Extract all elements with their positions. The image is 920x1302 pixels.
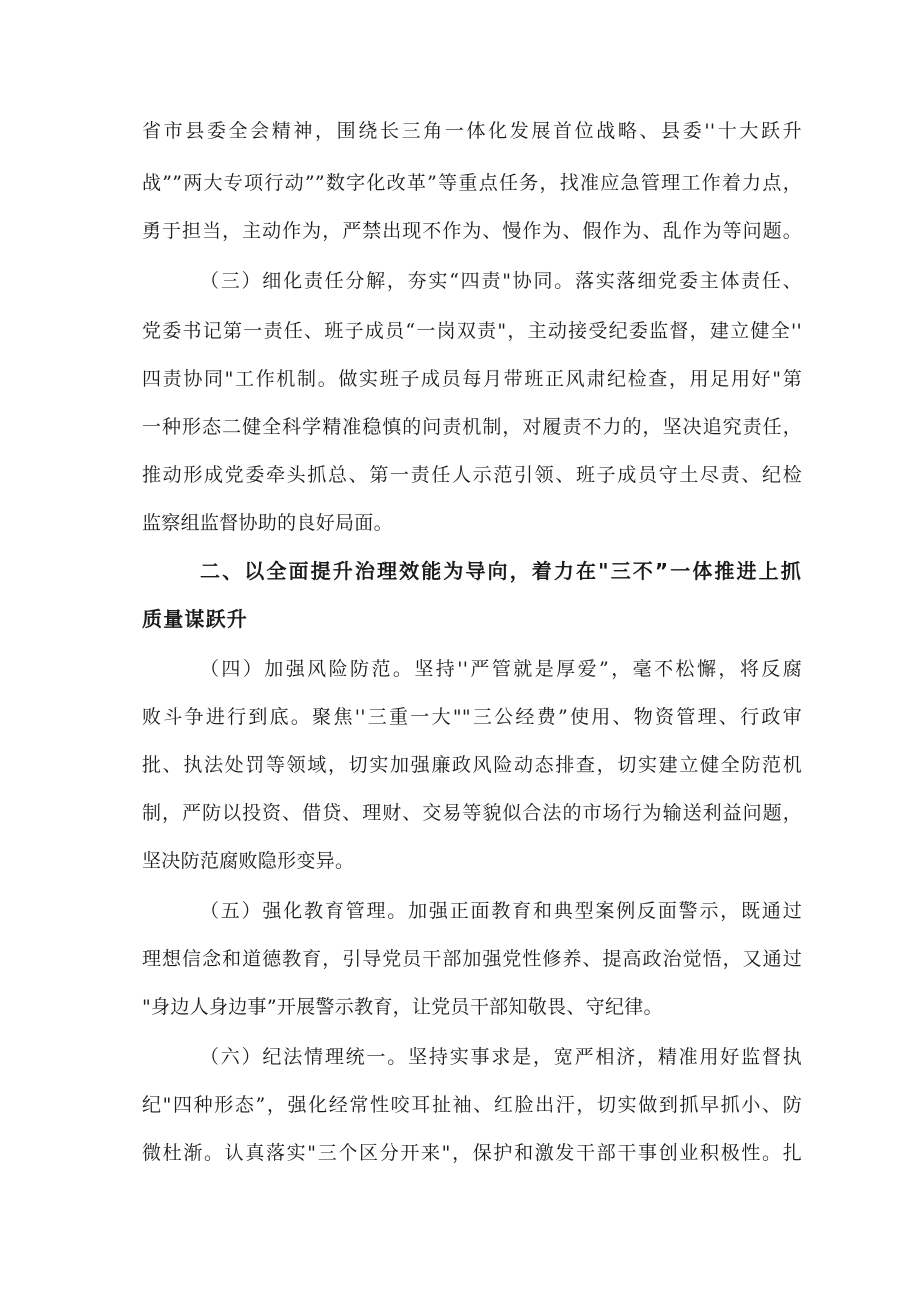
body-text-line: 微杜渐。认真落实"三个区分开来"，保护和激发干部干事创业积极性。扎 (142, 1142, 802, 1164)
body-text-line: "身边人身边事”开展警示教育，让党员干部知敬畏、守纪律。 (142, 996, 663, 1018)
body-text-line: 四责协同"工作机制。做实班子成员每月带班正风肃纪检查，用足用好"第 (142, 368, 802, 390)
paragraph-start-line: （三）细化责任分解，夯实“四责"协同。落实落细党委主体责任、 (200, 270, 802, 292)
body-text-line: 制，严防以投资、借贷、理财、交易等貌似合法的市场行为输送利益问题， (142, 802, 802, 824)
section-heading-line: 二、以全面提升治理效能为导向，着力在"三不”一体推进上抓 (200, 559, 802, 583)
body-text-line: 推动形成党委牵头抓总、第一责任人示范引领、班子成员守土尽责、纪检 (142, 464, 802, 486)
paragraph-start-line: （五）强化教育管理。加强正面教育和典型案例反面警示，既通过 (200, 900, 802, 922)
body-text-line: 一种形态二健全科学精准稳慎的问责机制，对履责不力的，坚决追究责任， (142, 416, 802, 438)
body-text-line: 纪"四种形态”，强化经常性咬耳扯袖、红脸出汗，切实做到抓早抓小、防 (142, 1094, 802, 1116)
paragraph-start-line: （四）加强风险防范。坚持''严管就是厚爱”，毫不松懈，将反腐 (200, 658, 802, 680)
paragraph-start-line: （六）纪法情理统一。坚持实事求是，宽严相济，精准用好监督执 (200, 1046, 802, 1068)
body-text-line: 坚决防范腐败隐形变异。 (142, 850, 355, 872)
body-text-line: 批、执法处罚等领域，切实加强廉政风险动态排查，切实建立健全防范机 (142, 754, 802, 776)
body-text-line: 党委书记第一责任、班子成员“一岗双责"，主动接受纪委监督，建立健全'' (142, 320, 802, 342)
body-text-line: 勇于担当，主动作为，严禁出现不作为、慢作为、假作为、乱作为等问题。 (142, 220, 802, 242)
body-text-line: 监察组监督协助的良好局面。 (142, 512, 393, 534)
body-text-line: 败斗争进行到底。聚焦''三重一大""三公经费”使用、物资管理、行政审 (142, 706, 802, 728)
body-text-line: 战””两大专项行动””数字化改革”等重点任务，找准应急管理工作着力点， (142, 172, 802, 194)
section-heading-line: 质量谋跃升 (142, 607, 248, 631)
body-text-line: 省市县委全会精神，围绕长三角一体化发展首位战略、县委''十大跃升 (142, 120, 802, 142)
body-text-line: 理想信念和道德教育，引导党员干部加强党性修养、提高政治觉悟，又通过 (142, 948, 802, 970)
